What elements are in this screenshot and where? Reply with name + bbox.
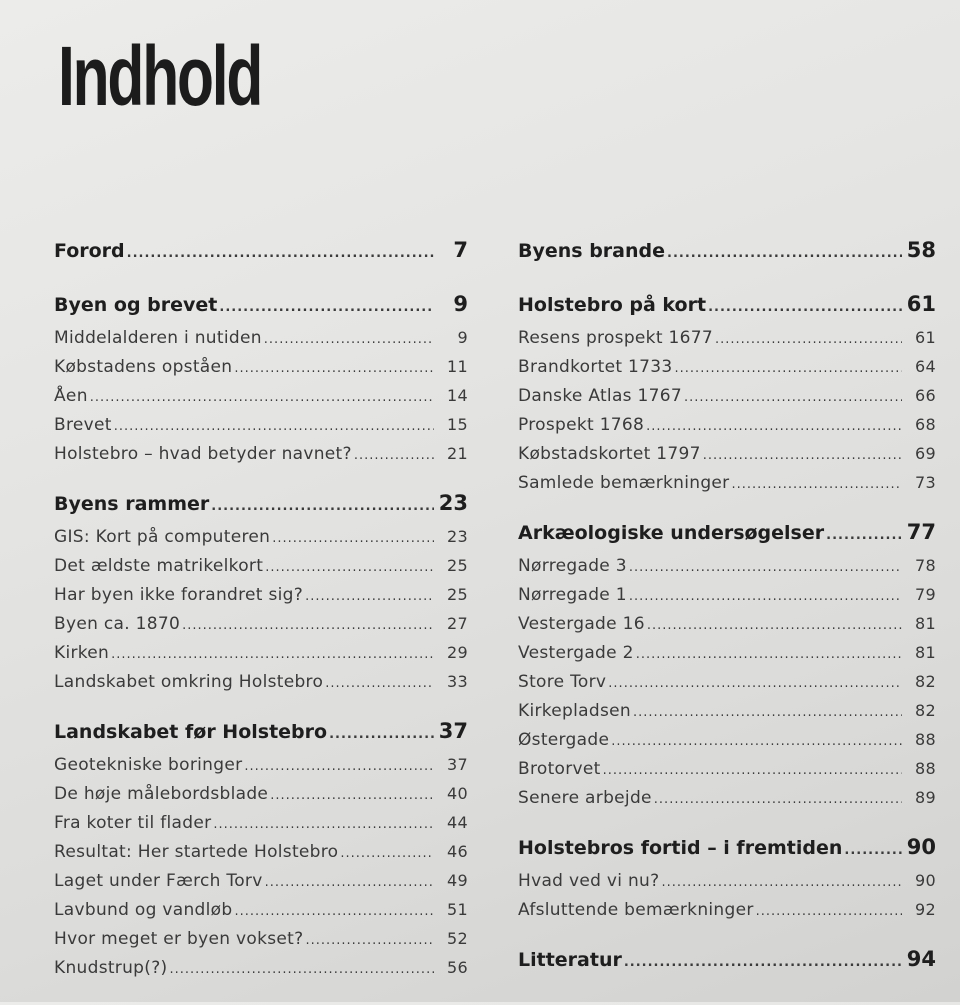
entry-label: De høje målebordsblade xyxy=(54,784,269,804)
toc-section-heading xyxy=(518,292,936,328)
dot-leader xyxy=(169,962,434,977)
dot-leader xyxy=(826,528,902,543)
page-number: 81 xyxy=(915,643,936,662)
page-number: 46 xyxy=(447,842,468,861)
page-number: 94 xyxy=(906,947,936,971)
toc-entry xyxy=(518,386,936,415)
toc-entry xyxy=(518,357,936,386)
dot-leader xyxy=(715,332,902,347)
entry-label: Hvad ved vi nu? xyxy=(518,871,660,891)
toc-entry xyxy=(54,643,468,672)
page-number: 29 xyxy=(447,643,468,662)
dot-leader xyxy=(629,589,902,604)
toc-section xyxy=(518,947,936,983)
entry-label: Geotekniske boringer xyxy=(54,755,243,775)
entry-label: Brandkortet 1733 xyxy=(518,357,673,377)
dot-leader xyxy=(211,499,434,514)
dot-leader xyxy=(675,361,902,376)
dot-leader xyxy=(756,904,902,919)
dot-leader xyxy=(127,246,434,261)
toc-entry xyxy=(518,415,936,444)
toc-entry xyxy=(54,357,468,386)
entry-label: Laget under Færch Torv xyxy=(54,871,263,891)
toc-section-heading xyxy=(54,292,468,328)
page-number: 90 xyxy=(915,871,936,890)
entry-label: Det ældste matrikelkort xyxy=(54,556,264,576)
section-title: Landskabet før Holstebro xyxy=(54,721,328,743)
toc-section xyxy=(54,491,468,701)
page-number: 82 xyxy=(915,701,936,720)
entry-label: Byen ca. 1870 xyxy=(54,614,181,634)
dot-leader xyxy=(265,875,434,890)
dot-leader xyxy=(234,361,434,376)
entry-label: Senere arbejde xyxy=(518,788,652,808)
entry-label: Kirkepladsen xyxy=(518,701,631,721)
dot-leader xyxy=(611,734,902,749)
entry-label: Holstebro – hvad betyder navnet? xyxy=(54,444,352,464)
toc-entry xyxy=(518,759,936,788)
toc-entry xyxy=(518,643,936,672)
page-number: 40 xyxy=(447,784,468,803)
page-number: 9 xyxy=(453,292,468,316)
toc-entry xyxy=(54,614,468,643)
page-number: 33 xyxy=(447,672,468,691)
entry-label: Store Torv xyxy=(518,672,607,692)
toc-entry xyxy=(54,871,468,900)
page-number: 82 xyxy=(915,672,936,691)
page-number: 37 xyxy=(438,719,468,743)
entry-label: Nørregade 3 xyxy=(518,556,627,576)
page-number: 25 xyxy=(447,585,468,604)
page-number: 69 xyxy=(915,444,936,463)
page-number: 81 xyxy=(915,614,936,633)
dot-leader xyxy=(603,763,902,778)
page-number: 9 xyxy=(457,328,468,347)
entry-label: Vestergade 2 xyxy=(518,643,634,663)
toc-section-heading xyxy=(54,238,468,274)
page-number: 73 xyxy=(915,473,936,492)
toc-section-heading xyxy=(518,947,936,983)
toc-entry xyxy=(518,788,936,817)
toc-section xyxy=(518,238,936,274)
dot-leader xyxy=(646,419,902,434)
toc-entry xyxy=(518,444,936,473)
section-title: Holstebro på kort xyxy=(518,294,707,316)
entry-label: Hvor meget er byen vokset? xyxy=(54,929,304,949)
dot-leader xyxy=(608,676,902,691)
page-number: 61 xyxy=(906,292,936,316)
toc-entry xyxy=(54,842,468,871)
dot-leader xyxy=(703,448,902,463)
entry-label: Resens prospekt 1677 xyxy=(518,328,713,348)
toc-entry xyxy=(54,958,468,987)
toc-section-heading xyxy=(54,491,468,527)
page-number: 52 xyxy=(447,929,468,948)
page-number: 68 xyxy=(915,415,936,434)
toc-entry xyxy=(518,328,936,357)
entry-label: Danske Atlas 1767 xyxy=(518,386,683,406)
toc-entry xyxy=(54,672,468,701)
toc-entry xyxy=(518,871,936,900)
page-number: 25 xyxy=(447,556,468,575)
dot-leader xyxy=(329,727,434,742)
page-number: 37 xyxy=(447,755,468,774)
toc-entry xyxy=(54,444,468,473)
toc-entry xyxy=(54,556,468,585)
toc-entry xyxy=(54,755,468,784)
toc-entry xyxy=(518,672,936,701)
section-title: Byen og brevet xyxy=(54,294,218,316)
toc-entry xyxy=(54,415,468,444)
page-number: 92 xyxy=(915,900,936,919)
toc-entry xyxy=(518,556,936,585)
dot-leader xyxy=(684,390,902,405)
page-number: 21 xyxy=(447,444,468,463)
toc-entry xyxy=(54,328,468,357)
dot-leader xyxy=(90,390,434,405)
section-title: Forord xyxy=(54,240,125,262)
entry-label: Knudstrup(?) xyxy=(54,958,168,978)
dot-leader xyxy=(667,246,902,261)
toc-entry xyxy=(518,900,936,929)
toc-entry xyxy=(518,585,936,614)
page-number: 23 xyxy=(447,527,468,546)
toc-section xyxy=(54,292,468,473)
page-number: 23 xyxy=(438,491,468,515)
section-title: Litteratur xyxy=(518,949,622,971)
page-number: 11 xyxy=(447,357,468,376)
dot-leader xyxy=(264,332,434,347)
entry-label: Købstadens opståen xyxy=(54,357,233,377)
dot-leader xyxy=(111,647,434,662)
dot-leader xyxy=(114,419,434,434)
dot-leader xyxy=(708,300,902,315)
entry-label: Middelalderen i nutiden xyxy=(54,328,262,348)
page-number: 61 xyxy=(915,328,936,347)
page-number: 15 xyxy=(447,415,468,434)
page-title: Indhold xyxy=(58,29,262,123)
dot-leader xyxy=(661,875,902,890)
entry-label: Fra koter til flader xyxy=(54,813,212,833)
toc-section-heading xyxy=(54,719,468,755)
dot-leader xyxy=(340,846,434,861)
dot-leader xyxy=(244,759,434,774)
dot-leader xyxy=(234,904,434,919)
toc-entry xyxy=(518,730,936,759)
page-number: 27 xyxy=(447,614,468,633)
dot-leader xyxy=(629,560,902,575)
toc-section-heading xyxy=(518,835,936,871)
page-number: 44 xyxy=(447,813,468,832)
toc-section-heading xyxy=(518,520,936,556)
page-number: 7 xyxy=(453,238,468,262)
entry-label: Samlede bemærkninger xyxy=(518,473,730,493)
entry-label: Lavbund og vandløb xyxy=(54,900,233,920)
toc-left-column xyxy=(54,238,468,1005)
dot-leader xyxy=(731,477,902,492)
toc-entry xyxy=(518,473,936,502)
section-title: Arkæologiske undersøgelser xyxy=(518,522,825,544)
dot-leader xyxy=(647,618,902,633)
toc-right-column xyxy=(518,238,936,1001)
dot-leader xyxy=(270,788,434,803)
page-number: 64 xyxy=(915,357,936,376)
page-number: 90 xyxy=(906,835,936,859)
dot-leader xyxy=(305,933,434,948)
toc-section xyxy=(54,719,468,987)
entry-label: Har byen ikke forandret sig? xyxy=(54,585,304,605)
page-number: 56 xyxy=(447,958,468,977)
toc-section xyxy=(518,292,936,502)
toc-entry xyxy=(54,929,468,958)
entry-label: Resultat: Her startede Holstebro xyxy=(54,842,339,862)
toc-section xyxy=(518,520,936,817)
dot-leader xyxy=(633,705,902,720)
entry-label: Brotorvet xyxy=(518,759,601,779)
page-number: 51 xyxy=(447,900,468,919)
toc-entry xyxy=(54,900,468,929)
toc-entry xyxy=(54,585,468,614)
entry-label: Kirken xyxy=(54,643,110,663)
page-number: 14 xyxy=(447,386,468,405)
entry-label: Landskabet omkring Holstebro xyxy=(54,672,324,692)
dot-leader xyxy=(219,300,434,315)
dot-leader xyxy=(325,676,434,691)
dot-leader xyxy=(624,955,902,970)
entry-label: Østergade xyxy=(518,730,610,750)
page-number: 78 xyxy=(915,556,936,575)
toc-entry xyxy=(518,614,936,643)
toc-entry xyxy=(54,527,468,556)
entry-label: GIS: Kort på computeren xyxy=(54,527,271,547)
toc-section xyxy=(54,238,468,274)
toc-entry xyxy=(54,386,468,415)
page-number: 88 xyxy=(915,730,936,749)
page-number: 79 xyxy=(915,585,936,604)
toc-entry xyxy=(518,701,936,730)
entry-label: Prospekt 1768 xyxy=(518,415,645,435)
page-number: 49 xyxy=(447,871,468,890)
dot-leader xyxy=(265,560,434,575)
entry-label: Brevet xyxy=(54,415,112,435)
entry-label: Vestergade 16 xyxy=(518,614,645,634)
section-title: Byens brande xyxy=(518,240,666,262)
page-number: 89 xyxy=(915,788,936,807)
page-number: 58 xyxy=(906,238,936,262)
dot-leader xyxy=(636,647,902,662)
toc-entry xyxy=(54,784,468,813)
toc-section xyxy=(518,835,936,929)
toc-entry xyxy=(54,813,468,842)
dot-leader xyxy=(272,531,434,546)
entry-label: Afsluttende bemærkninger xyxy=(518,900,754,920)
dot-leader xyxy=(305,589,434,604)
section-title: Holstebros fortid – i fremtiden xyxy=(518,837,843,859)
dot-leader xyxy=(654,792,902,807)
section-title: Byens rammer xyxy=(54,493,210,515)
dot-leader xyxy=(354,448,434,463)
entry-label: Åen xyxy=(54,386,88,406)
page-number: 66 xyxy=(915,386,936,405)
dot-leader xyxy=(182,618,434,633)
page-number: 88 xyxy=(915,759,936,778)
toc-section-heading xyxy=(518,238,936,274)
entry-label: Købstadskortet 1797 xyxy=(518,444,701,464)
dot-leader xyxy=(844,843,902,858)
page-number: 77 xyxy=(906,520,936,544)
dot-leader xyxy=(213,817,434,832)
entry-label: Nørregade 1 xyxy=(518,585,627,605)
